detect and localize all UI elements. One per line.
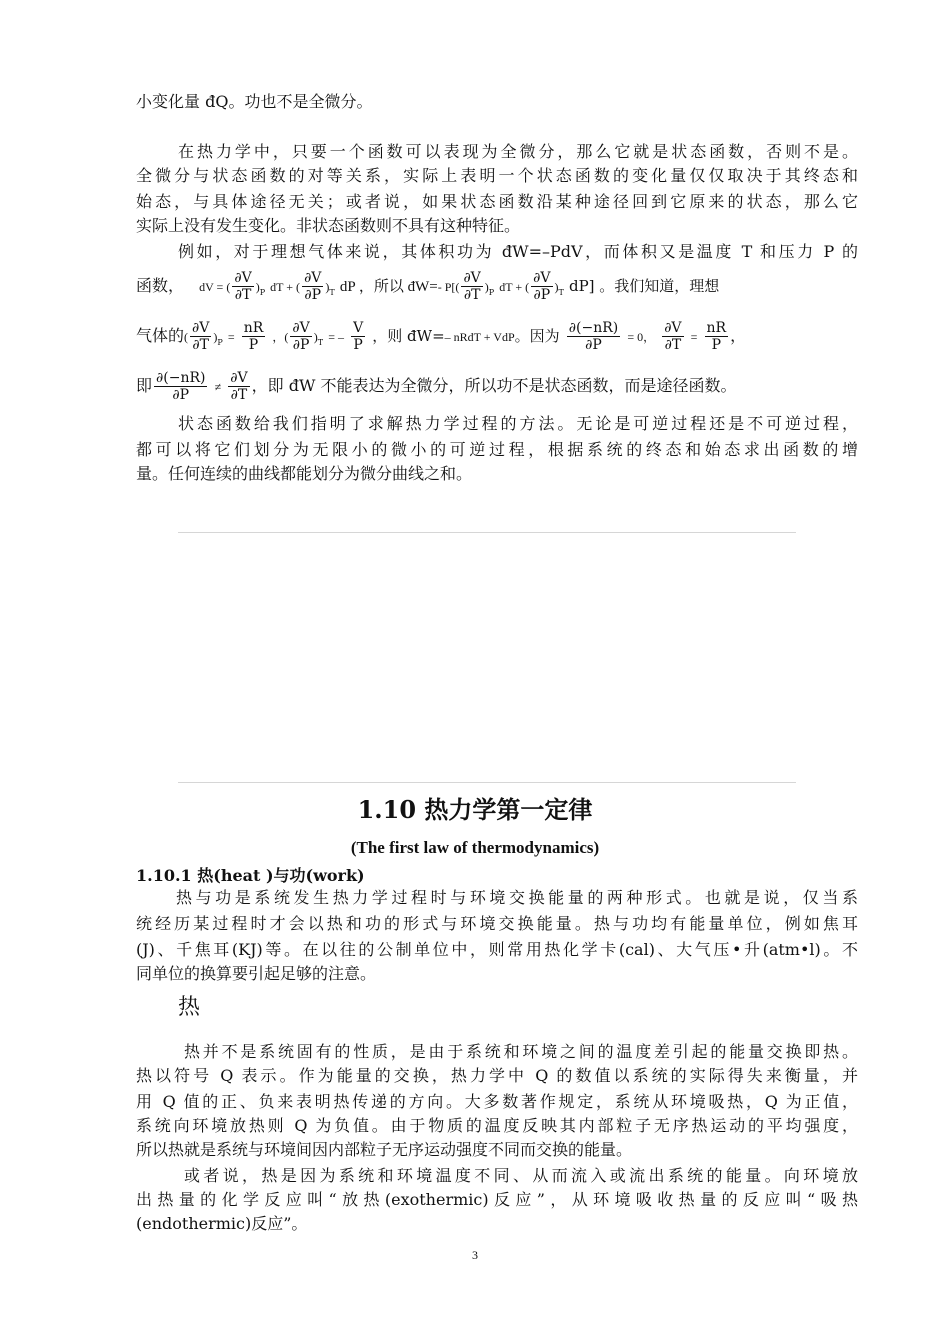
paragraph-line: 所以热就是系统与环境间因内部粒子无序运动强度不同而交换的能量。 bbox=[136, 1140, 633, 1159]
numerator: nR bbox=[243, 320, 264, 336]
paragraph-line: 用 Q 值的正、负来表明热传递的方向。大多数著作规定，系统从环境吸热，Q 为正值， bbox=[136, 1092, 858, 1111]
formula-text: ，则 đW= bbox=[372, 327, 445, 345]
paragraph-line: 在热力学中，只要一个函数可以表现为全微分，那么它就是状态函数，否则不是。 bbox=[178, 142, 858, 161]
denominator: ∂P bbox=[567, 336, 620, 353]
formula-text: - P[( bbox=[437, 280, 460, 294]
formula-text: ，( bbox=[272, 330, 289, 344]
paragraph-line: 统经历某过程时才会以热和功的形式与环境交换能量。热与功均有能量单位，例如焦耳 bbox=[136, 914, 858, 933]
paragraph-line: 全微分与状态函数的对等关系，实际上表明一个状态函数的变化量仅仅取决于其终态和 bbox=[136, 166, 858, 185]
paragraph-line: 热以符号 Q 表示。作为能量的交换，热力学中 Q 的数值以系统的实际得失来衡量，并 bbox=[136, 1066, 858, 1085]
subscript: T bbox=[558, 288, 564, 297]
subscript: P bbox=[259, 288, 266, 297]
heat-heading: 热 bbox=[178, 995, 201, 1020]
fraction bbox=[190, 320, 211, 353]
fraction bbox=[290, 320, 311, 353]
page-break-rule bbox=[178, 782, 796, 783]
numerator: ∂V bbox=[292, 320, 310, 336]
text-line: 小变化量 đQ。功也不是全微分。 bbox=[136, 92, 373, 111]
formula-text: = – bbox=[328, 330, 344, 344]
numerator: nR bbox=[706, 320, 727, 336]
formula-text: dP ，所以 đW= bbox=[339, 279, 438, 295]
page-number: 3 bbox=[472, 1248, 478, 1262]
paragraph-line: 出热量的化学反应叫“放热(exothermic)反应”，从环境吸收热量的反应叫“吸热 bbox=[136, 1190, 858, 1209]
formula-text: ≠ bbox=[214, 380, 222, 394]
numerator: ∂V bbox=[230, 370, 248, 386]
formula-text: 即 bbox=[136, 376, 153, 395]
formula-text: 函数， bbox=[136, 276, 185, 295]
paragraph-line: 热并不是系统固有的性质，是由于系统和环境之间的温度差引起的能量交换即热。 bbox=[184, 1042, 858, 1061]
formula-text: dP] 。我们知道，理想 bbox=[568, 277, 720, 295]
numerator: ∂(−nR) bbox=[568, 320, 619, 336]
denominator: ∂P bbox=[302, 286, 323, 303]
denominator: P bbox=[351, 336, 365, 353]
paragraph-line: 例如，对于理想气体来说，其体积功为 đW=–PdV，而体积又是温度 T 和压力 P 的 bbox=[178, 242, 858, 261]
formula-text: = bbox=[690, 330, 698, 344]
paragraph-line: 或者说，热是因为系统和环境温度不同、从而流入或流出系统的能量。向环境放 bbox=[184, 1166, 858, 1185]
fraction bbox=[232, 270, 253, 303]
fraction bbox=[154, 370, 207, 403]
fraction bbox=[351, 320, 365, 353]
denominator: P bbox=[705, 336, 729, 353]
fraction bbox=[461, 270, 482, 303]
paragraph-line: 实际上没有发生变化。非状态函数则不具有这种特征。 bbox=[136, 216, 521, 235]
subscript: T bbox=[317, 338, 324, 347]
denominator: ∂T bbox=[662, 336, 683, 353]
numerator: V bbox=[353, 320, 364, 336]
numerator: ∂V bbox=[463, 270, 481, 286]
subscript: P bbox=[217, 338, 223, 347]
denominator: ∂T bbox=[228, 386, 249, 403]
denominator: ∂T bbox=[232, 286, 253, 303]
paragraph-line: 同单位的换算要引起足够的注意。 bbox=[136, 964, 377, 983]
formula-text: ， bbox=[730, 326, 747, 345]
numerator: ∂V bbox=[234, 270, 252, 286]
formula-text: 气体的 bbox=[136, 326, 185, 345]
subsection-heading: 1.10.1 热(heat )与功(work) bbox=[136, 866, 365, 885]
section-title: 1.10 热力学第一定律 bbox=[357, 795, 593, 824]
formula-text: 。因为 bbox=[514, 327, 560, 345]
formula-line-2: 气体的( $\frac{\partial V}{\partial T}$ )$_P$ = $\frac{nR}{P}$ ，( $\frac{\partial V}{\partial P}$ )$_T$ = – $\frac{V}{P}$ ，则 đW=– nRdT + VdP。因为 $\frac{\partial(-nR)}{\partial P}$ = 0， $\frac{\partial V}{\partial T}$ = $\frac{nR}{P}$ ， bbox=[136, 320, 747, 353]
subscript: T bbox=[329, 288, 335, 297]
denominator: ∂P bbox=[290, 336, 311, 353]
denominator: ∂T bbox=[461, 286, 482, 303]
formula-text: = 0， bbox=[627, 330, 656, 344]
page-break-rule bbox=[178, 532, 796, 533]
subscript: P bbox=[488, 288, 495, 297]
formula-line-1: 函数， dV = ( $\frac{\partial V}{\partial T}$ )$_P$ dT + ( $\frac{\partial V}{\partial P}$ )$_T$ dP ，所以 đW=- P[( $\frac{\partial V}{\partial T}$ )$_P$ dT + ( $\frac{\partial V}{\partial P}$ )$_T$ dP] 。我们知道，理想 bbox=[136, 270, 720, 303]
fraction bbox=[567, 320, 620, 353]
paragraph-line: 都可以将它们划分为无限小的微小的可逆过程，根据系统的终态和始态求出函数的增 bbox=[136, 440, 858, 459]
numerator: ∂V bbox=[192, 320, 210, 336]
formula-text: ，即 đW 不能表达为全微分，所以功不是状态函数，而是途径函数。 bbox=[251, 376, 737, 395]
paragraph-line: 始态，与具体途径无关；或者说，如果状态函数沿某种途径回到它原来的状态，那么它 bbox=[136, 192, 858, 211]
fraction bbox=[228, 370, 249, 403]
denominator: ∂T bbox=[190, 336, 211, 353]
paragraph-line: 系统向环境放热则 Q 为负值。由于物质的温度反映其内部粒子无序热运动的平均强度， bbox=[136, 1116, 858, 1135]
paragraph-line: (J)、千焦耳(KJ)等。在以往的公制单位中，则常用热化学卡(cal)、大气压•升(atm•l)。不 bbox=[136, 940, 858, 959]
numerator: ∂(−nR) bbox=[156, 370, 206, 386]
fraction bbox=[662, 320, 683, 353]
numerator: ∂V bbox=[664, 320, 682, 336]
paragraph-line: 量。任何连续的曲线都能划分为微分曲线之和。 bbox=[136, 464, 473, 483]
formula-text: – nRdT + VdP bbox=[444, 330, 515, 344]
formula-text: = bbox=[227, 330, 235, 344]
formula-text: dV = ( bbox=[199, 280, 231, 294]
fraction bbox=[242, 320, 266, 353]
formula-line-3 bbox=[136, 370, 858, 403]
paragraph-line: 状态函数给我们指明了求解热力学过程的方法。无论是可逆过程还是不可逆过程， bbox=[178, 414, 858, 433]
paragraph-line: (endothermic)反应”。 bbox=[136, 1214, 308, 1233]
section-subtitle: (The first law of thermodynamics) bbox=[350, 838, 600, 857]
numerator: ∂V bbox=[533, 270, 551, 286]
numerator: ∂V bbox=[304, 270, 322, 286]
fraction bbox=[531, 270, 552, 303]
fraction bbox=[302, 270, 323, 303]
denominator: P bbox=[242, 336, 266, 353]
formula-text: dT + ( bbox=[270, 280, 301, 294]
paragraph-line: 热与功是系统发生热力学过程时与环境交换能量的两种形式。也就是说，仅当系 bbox=[176, 888, 858, 907]
formula-text: dT + ( bbox=[499, 280, 530, 294]
denominator: ∂P bbox=[154, 386, 207, 403]
denominator: ∂P bbox=[531, 286, 552, 303]
fraction bbox=[705, 320, 729, 353]
